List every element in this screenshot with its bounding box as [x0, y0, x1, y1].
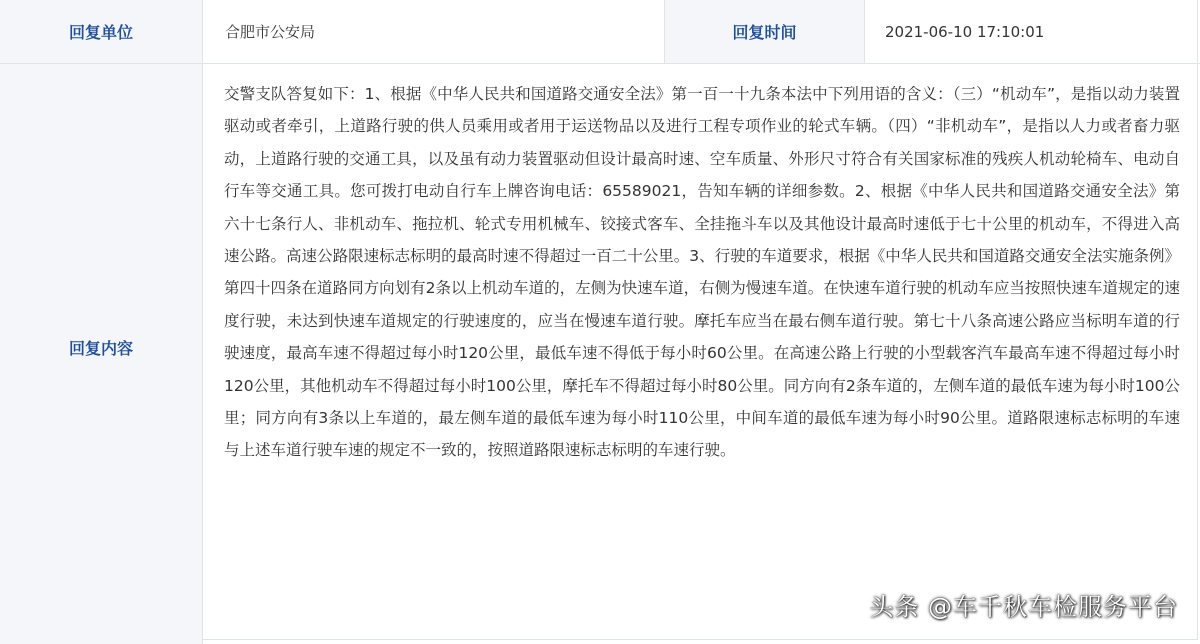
reply-unit-label: 回复单位 [0, 0, 203, 63]
watermark: 头条 @车千秋车检服务平台 [869, 593, 1178, 621]
reply-content-text: 交警支队答复如下：1、根据《中华人民共和国道路交通安全法》第一百一十九条本法中下列用语的含义：（三）“机动车”，是指以动力装置驱动或者牵引，上道路行驶的供人员乘用或者用于运送物品以及进行工程专项作业的轮式车辆。（四）“非机动车”，是指以人力或者畜力驱动，上道路行驶的交通工具，以及虽有动力装置驱动但设计最高时速、空车质量、外形尺寸符合有关国家标准的残疾人机动轮椅车、电动自行车等交通工具。您可拨打电动自行车上牌咨询电话：65589021，告知车辆的详细参数。2、根据《中华人民共和国道路交通安全法》第六十七条行人、非机动车、拖拉机、轮式专用机械车、铰接式客车、全挂拖斗车以及其他设计最高时速低于七十公里的机动车，不得进入高速公路。高速公路限速标志标明的最高时速不得超过一百二十公里。3、行驶的车道要求，根据《中华人民共和国道路交通安全法实施条例》第四十四条在道路同方向划有2条以上机动车道的，左侧为快速车道，右侧为慢速车道。在快速车道行驶的机动车应当按照快速车道规定的速度行驶，未达到快速车道规定的行驶速度的，应当在慢速车道行驶。摩托车应当在最右侧车道行驶。第七十八条高速公路应当标明车道的行驶速度，最高车速不得超过每小时120公里，最低车速不得低于每小时60公里。在高速公路上行驶的小型载客汽车最高车速不得超过每小时120公里，其他机动车不得超过每小时100公里，摩托车不得超过每小时80公里。同方向有2条车道的，左侧车道的最低车速为每小时100公里；同方向有3条以上车道的，最左侧车道的最低车速为每小时110公里，中间车道的最低车速为每小时90公里。道路限速标志标明的车速与上述车道行驶车速的规定不一致的，按照道路限速标志标明的车速行驶。 [224, 85, 1180, 460]
reply-unit-value: 合肥市公安局 [203, 0, 665, 63]
reply-content-label: 回复内容 [68, 338, 133, 358]
reply-content-row [0, 64, 1200, 644]
reply-header-row [0, 0, 1200, 64]
reply-content-label-cell [0, 64, 203, 644]
reply-time-label: 回复时间 [665, 0, 865, 63]
reply-time-value: 2021-06-10 17:10:01 [885, 22, 1045, 41]
